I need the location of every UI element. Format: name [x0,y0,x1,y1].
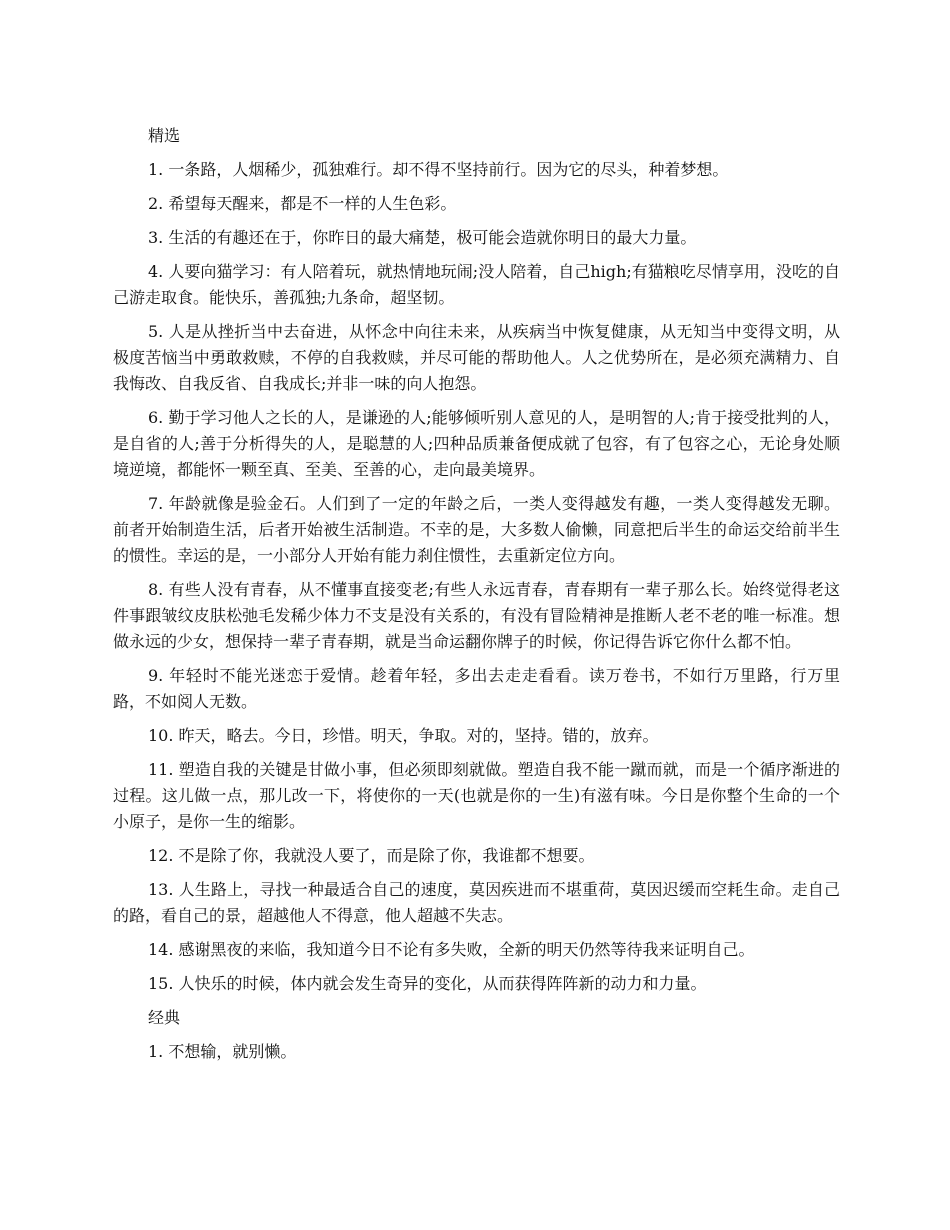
quote-paragraph: 1. 不想输，就别懒。 [148,1042,297,1061]
quote-paragraph: 9. 年轻时不能光迷恋于爱情。趁着年轻，多出去走走看看。读万卷书，不如行万里路，行万里路，不如阅人无数。 [113,666,840,711]
quote-paragraph: 5. 人是从挫折当中去奋进，从怀念中向往未来，从疾病当中恢复健康，从无知当中变得文明，从极度苦恼当中勇敢救赎，不停的自我救赎，并尽可能的帮助他人。人之优势所在，是必须充满精力、自我悔改、自我反省、自我成长;并非一味的向人抱怨。 [113,322,840,393]
quote-paragraph: 3. 生活的有趣还在于，你昨日的最大痛楚，极可能会造就你明日的最大力量。 [148,228,697,247]
quote-paragraph: 12. 不是除了你，我就没人要了，而是除了你，我谁都不想要。 [148,846,595,865]
quote-paragraph: 8. 有些人没有青春，从不懂事直接变老;有些人永远青春，青春期有一辈子那么长。始终觉得老这件事跟皱纹皮肤松弛毛发稀少体力不支是没有关系的，有没有冒险精神是推断人老不老的唯一标准。想做永远的少女，想保持一辈子青春期，就是当命运翻你牌子的时候，你记得告诉它你什么都不怕。 [113,580,840,651]
section-heading-jingdian: 经典 [148,1008,181,1027]
quote-paragraph: 4. 人要向猫学习：有人陪着玩，就热情地玩闹;没人陪着，自己high;有猫粮吃尽情享用，没吃的自己游走取食。能快乐，善孤独;九条命，超坚韧。 [113,262,840,307]
quote-paragraph: 7. 年龄就像是验金石。人们到了一定的年龄之后，一类人变得越发有趣，一类人变得越发无聊。前者开始制造生活，后者开始被生活制造。不幸的是，大多数人偷懒，同意把后半生的命运交给前半生的惯性。幸运的是，一小部分人开始有能力刹住惯性，去重新定位方向。 [113,494,840,565]
quote-paragraph: 15. 人快乐的时候，体内就会发生奇异的变化，从而获得阵阵新的动力和力量。 [148,974,707,993]
quote-paragraph: 2. 希望每天醒来，都是不一样的人生色彩。 [148,194,457,213]
quote-paragraph: 6. 勤于学习他人之长的人，是谦逊的人;能够倾听别人意见的人，是明智的人;肯于接受批判的人，是自省的人;善于分析得失的人，是聪慧的人;四种品质兼备便成就了包容，有了包容之心，无论身处顺境逆境，都能怀一颗至真、至美、至善的心，走向最美境界。 [113,408,840,479]
document-body [113,123,840,1073]
quote-paragraph: 1. 一条路，人烟稀少，孤独难行。却不得不坚持前行。因为它的尽头，种着梦想。 [148,160,729,179]
quote-paragraph: 14. 感谢黑夜的来临，我知道今日不论有多失败，全新的明天仍然等待我来证明自己。 [148,940,755,959]
quote-paragraph: 10. 昨天，略去。今日，珍惜。明天，争取。对的，坚持。错的，放弃。 [148,726,659,745]
quote-paragraph: 13. 人生路上，寻找一种最适合自己的速度，莫因疾进而不堪重荷，莫因迟缓而空耗生命。走自己的路，看自己的景，超越他人不得意，他人超越不失志。 [113,880,840,925]
quote-paragraph: 11. 塑造自我的关键是甘做小事，但必须即刻就做。塑造自我不能一蹴而就，而是一个循序渐进的过程。这儿做一点，那儿改一下，将使你的一天(也就是你的一生)有滋有味。今日是你整个生命的一个小原子，是你一生的缩影。 [113,760,840,831]
section-heading-jingxuan: 精选 [148,126,181,145]
